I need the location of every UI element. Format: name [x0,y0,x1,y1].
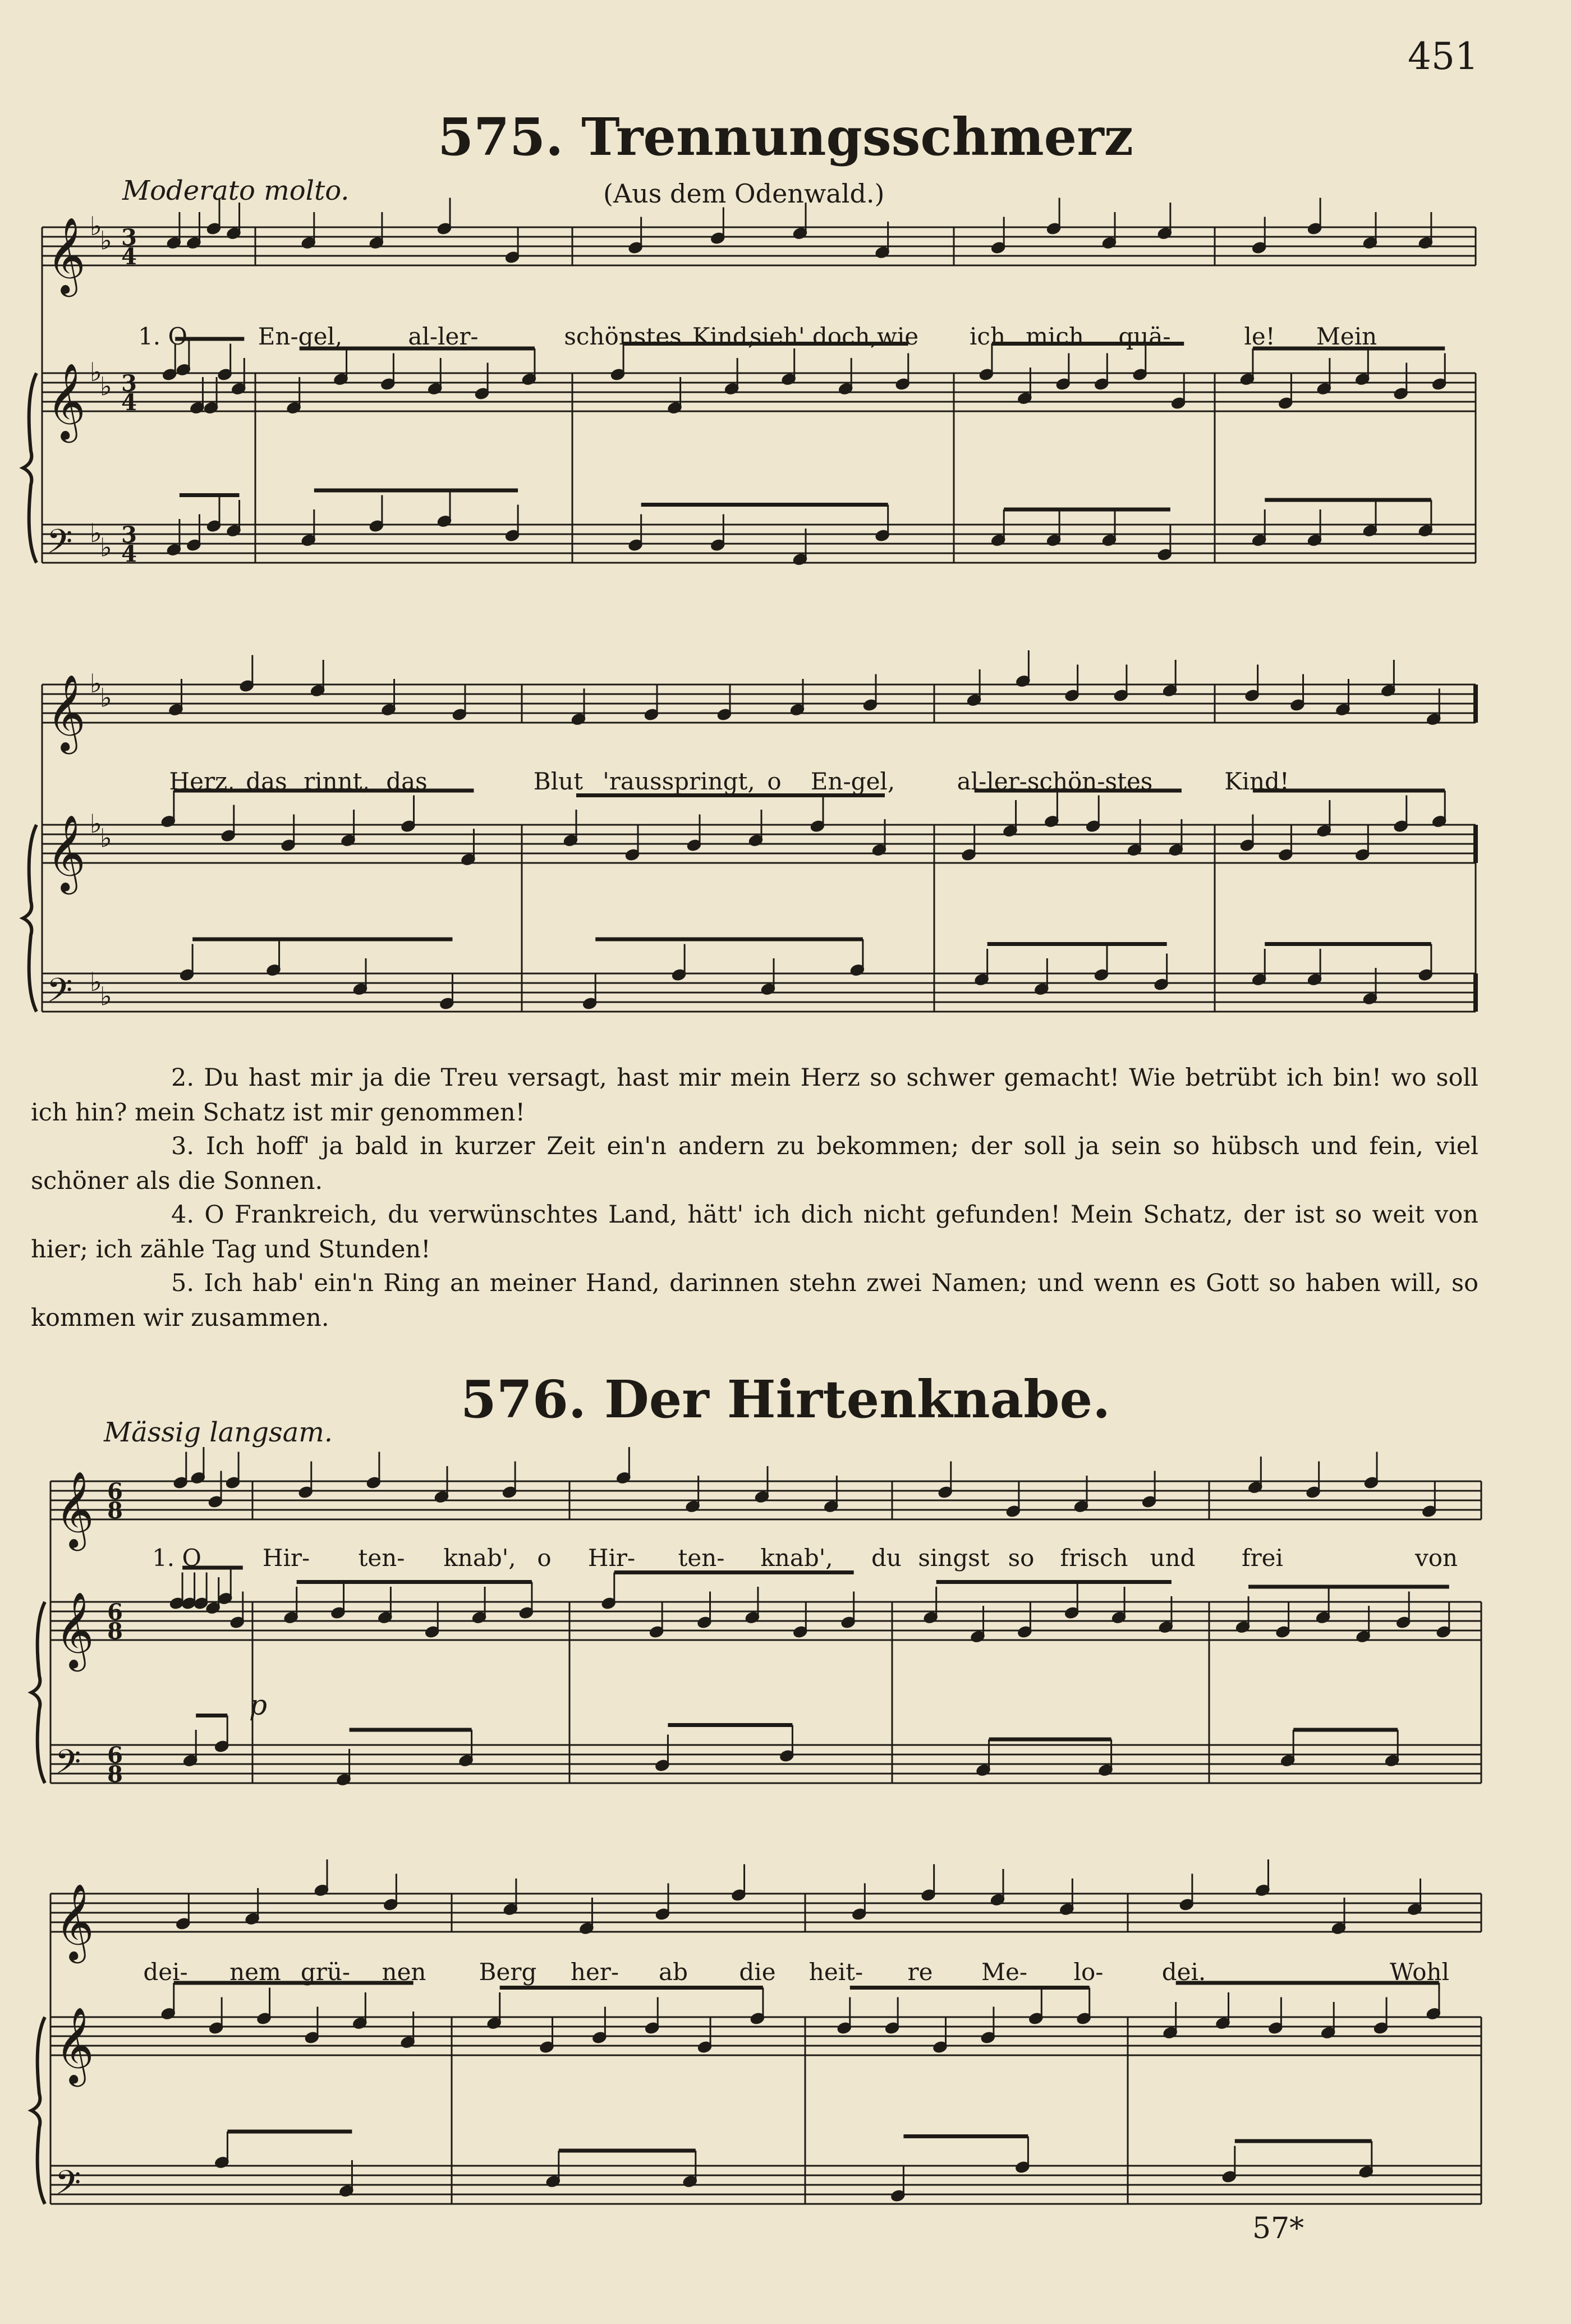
lyric-syllable: le! [1244,323,1275,350]
song-575-source-note: (Aus dem Odenwald.) [603,178,885,209]
time-signature: 3 [121,370,137,397]
footer-signature-mark: 57* [1252,2212,1304,2245]
lyric-syllable: re [907,1958,933,1986]
treble-clef-icon: 𝄞 [55,1882,94,1960]
page-number: 451 [1408,35,1478,78]
lyric-syllable: die [739,1958,776,1986]
lyric-syllable: heit- [809,1958,863,1986]
lyric-syllable: Herz, [169,768,235,795]
time-signature: 8 [107,1761,123,1788]
treble-clef-icon: 𝄞 [47,362,86,439]
lyric-syllable: das [246,768,287,795]
flat-icon: ♭ [100,225,112,256]
lyric-syllable: und [1150,1544,1196,1572]
lyric-syllable: von [1414,1544,1458,1572]
treble-clef-icon: 𝄞 [47,673,86,751]
treble-clef-icon: 𝄞 [55,2006,94,2083]
flat-icon: ♭ [90,518,102,548]
song-575-stanza-3: 3. Ich hoff' ja bald in kurzer Zeit ein'n andern zu bekommen; der soll ja sein so hübsch und fein, viel schöner als die Sonnen. [31,1132,1478,1195]
time-signature: 4 [121,244,137,270]
flat-icon: ♭ [100,532,112,563]
lyric-syllable: al-ler- [408,323,479,350]
time-signature: 4 [121,389,137,416]
lyric-syllable: so [1008,1544,1035,1572]
bass-clef-icon: 𝄢 [47,522,73,569]
lyric-syllable: Hir- [262,1544,310,1572]
time-signature: 8 [107,1498,123,1524]
time-signature: 6 [107,1478,123,1505]
flat-icon: ♭ [90,668,102,699]
lyric-syllable: o [767,768,782,795]
lyric-syllable: frei [1242,1544,1283,1572]
time-signature: 3 [121,224,137,251]
time-signature: 3 [121,522,137,548]
lyric-syllable: knab', [443,1544,516,1572]
song-575-stanza-5: 5. Ich hab' ein'n Ring an meiner Hand, darinnen stehn zwei Namen; und wenn es Gott so haben will, so kommen wir zusammen. [31,1269,1478,1332]
treble-clef-icon: 𝄞 [55,1470,94,1547]
lyric-syllable: nen [382,1958,426,1986]
lyric-syllable: wie [876,323,919,350]
treble-clef-icon: 𝄞 [47,216,86,293]
lyric-syllable: lo- [1073,1958,1104,1986]
brace [23,825,36,1012]
lyric-syllable: Blut [533,768,584,795]
song-576-tempo: Mässig langsam. [104,1417,333,1448]
flat-icon: ♭ [100,371,112,402]
lyric-syllable: En-gel, [258,323,343,350]
lyric-syllable: grü- [300,1958,351,1986]
song-575-title: 575. Trennungsschmerz [438,107,1133,167]
lyric-syllable: knab', [760,1544,833,1572]
bass-clef-icon: 𝄢 [47,971,73,1018]
brace [31,2017,45,2204]
lyric-syllable: ten- [678,1544,725,1572]
lyric-syllable: Kind, [692,323,756,350]
lyric-syllable: ich [969,323,1006,350]
lyric-syllable: ten- [358,1544,405,1572]
lyric-syllable: ab [659,1958,688,1986]
lyric-syllable: quä- [1118,323,1171,350]
lyric-syllable: singst [918,1544,990,1572]
lyric-syllable: 1. O [152,1544,201,1572]
lyric-syllable: Wohl [1389,1958,1450,1986]
lyric-syllable: das [386,768,428,795]
flat-icon: ♭ [90,809,102,839]
song-575-stanza-2: 2. Du hast mir ja die Treu versagt, hast mir mein Herz so schwer gemacht! Wie betrübt ich bin! wo soll ich hin? mein Schatz ist mir genommen! [31,1064,1478,1127]
lyric-syllable: o [537,1544,552,1572]
time-signature: 4 [121,541,137,567]
bass-clef-icon: 𝄢 [55,1742,81,1789]
lyric-syllable: sieh' doch, [750,323,878,350]
song-575-stanza-4: 4. O Frankreich, du verwünschtes Land, hätt' ich dich nicht gefunden! Mein Schatz, der ist so weit von hier; ich zähle Tag und Stunden! [31,1201,1478,1264]
flat-icon: ♭ [100,823,112,853]
lyric-syllable: frisch [1060,1544,1128,1572]
lyric-syllable: rinnt, [304,768,370,795]
time-signature: 6 [107,1599,123,1625]
time-signature: 8 [107,1618,123,1645]
flat-icon: ♭ [100,981,112,1012]
song-575-tempo: Moderato molto. [122,175,350,206]
lyric-syllable: her- [570,1958,619,1986]
lyric-syllable: Mein [1316,323,1377,350]
lyric-syllable: dei- [143,1958,188,1986]
treble-clef-icon: 𝄞 [55,1591,94,1668]
flat-icon: ♭ [90,211,102,241]
flat-icon: ♭ [90,357,102,387]
brace [23,373,36,563]
time-signature: 6 [107,1742,123,1769]
lyric-syllable: du [871,1544,902,1572]
flat-icon: ♭ [90,967,102,997]
lyric-syllable: 1. O [138,323,187,350]
lyric-syllable: Kind! [1224,768,1289,795]
song-576-title: 576. Der Hirtenknabe. [460,1369,1111,1430]
lyric-syllable: Berg [479,1958,537,1986]
lyric-syllable: nem [229,1958,281,1986]
flat-icon: ♭ [100,682,112,713]
lyric-syllable: 'rausspringt, [603,768,755,795]
lyric-syllable: mich [1026,323,1084,350]
lyric-syllable: En-gel, [810,768,895,795]
lyric-syllable: Hir- [587,1544,636,1572]
lyric-syllable: schönstes [564,323,682,350]
lyric-syllable: dei. [1161,1958,1206,1986]
brace [31,1602,45,1783]
treble-clef-icon: 𝄞 [47,814,86,891]
bass-clef-icon: 𝄢 [55,2163,81,2210]
lyric-syllable: Me- [981,1958,1028,1986]
lyric-syllable: al-ler-schön-stes [957,768,1153,795]
